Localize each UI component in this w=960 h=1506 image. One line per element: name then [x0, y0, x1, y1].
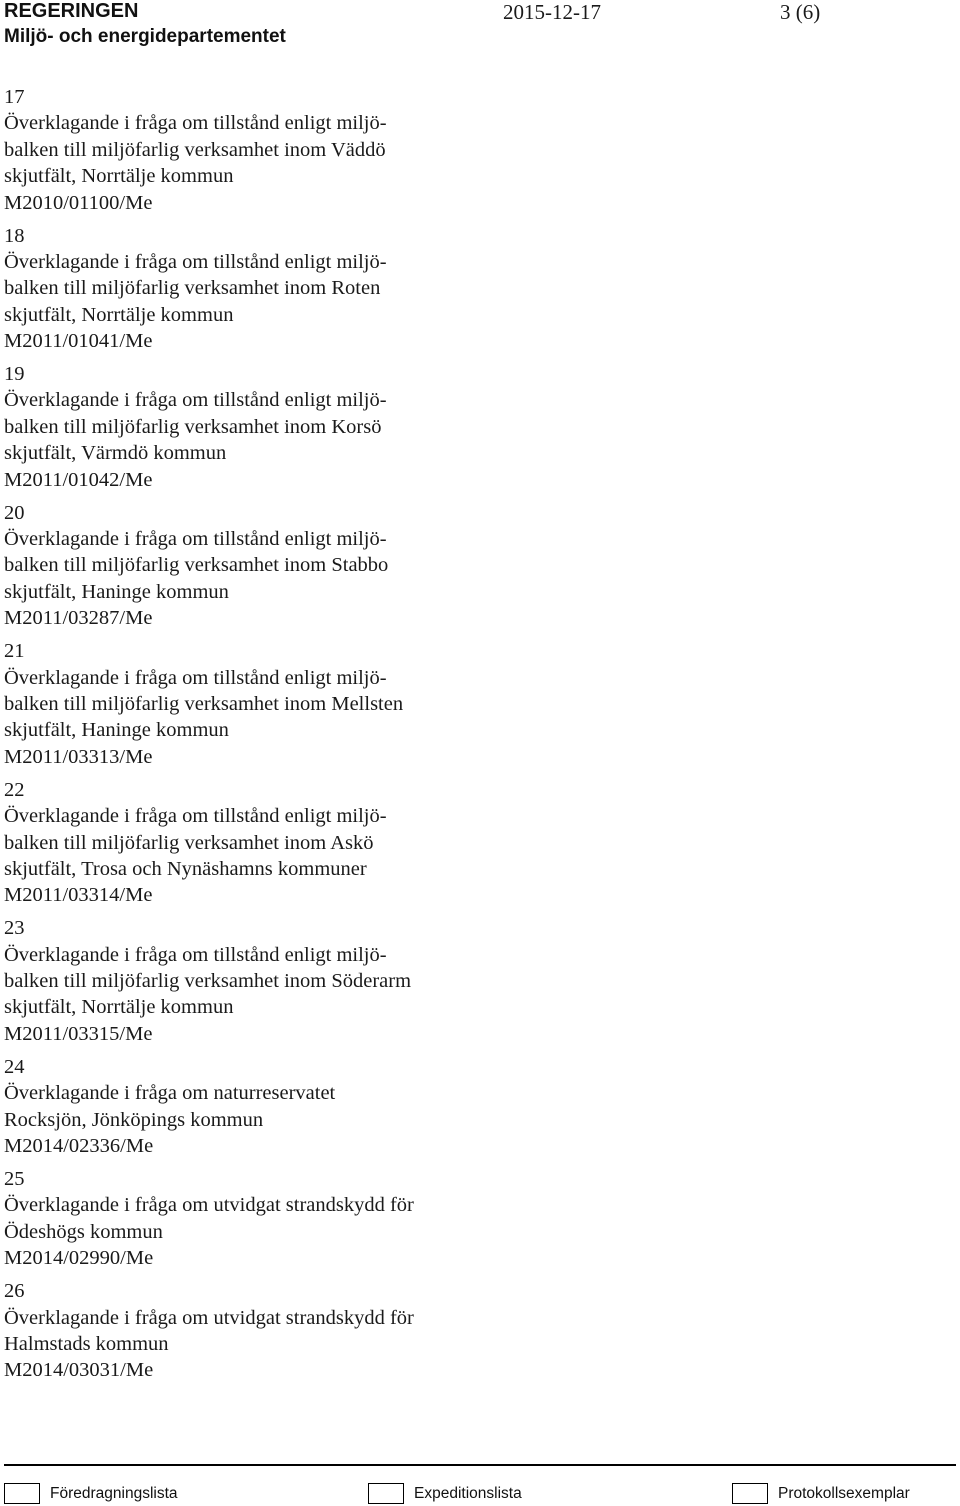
agenda-item-number: 23 — [4, 917, 25, 940]
agenda-item-text: M2011/03313/Me — [4, 745, 153, 768]
agenda-item-text: Överklagande i fråga om tillstånd enligt miljö- — [4, 250, 387, 273]
agenda-item-text: skjutfält, Trosa och Nynäshamns kommuner — [4, 857, 367, 880]
agenda-item-text: M2014/02990/Me — [4, 1247, 154, 1270]
agenda-item-number: 22 — [4, 778, 25, 801]
agenda-item — [4, 361, 904, 493]
agenda-item-text: Överklagande i fråga om utvidgat strandskydd för — [4, 1306, 414, 1329]
agenda-item-text: balken till miljöfarlig verksamhet inom Stabbo — [4, 554, 389, 577]
agenda-item-text: M2011/03315/Me — [4, 1022, 153, 1045]
agenda-item-text: skjutfält, Haninge kommun — [4, 580, 229, 603]
agenda-item — [4, 223, 904, 355]
agenda-item-text: Överklagande i fråga om tillstånd enligt miljö- — [4, 528, 387, 551]
footer-divider — [4, 1464, 956, 1466]
agenda-item-number: 25 — [4, 1167, 25, 1190]
agenda-item — [4, 915, 904, 1047]
agenda-item-text: M2014/03031/Me — [4, 1359, 154, 1382]
agenda-item-text: Överklagande i fråga om utvidgat strandskydd för — [4, 1194, 414, 1217]
agenda-item — [4, 1166, 904, 1272]
agenda-item — [4, 1278, 904, 1384]
agenda-item-text: balken till miljöfarlig verksamhet inom Söderarm — [4, 970, 412, 993]
agenda-item-text: Överklagande i fråga om tillstånd enligt miljö- — [4, 389, 387, 412]
checkbox-label: Föredragningslista — [50, 1484, 178, 1502]
agenda-item-text: skjutfält, Värmdö kommun — [4, 442, 227, 465]
agenda-item-text: M2011/01042/Me — [4, 468, 153, 491]
agenda-item-text: M2011/03314/Me — [4, 884, 153, 907]
checkbox-label: Expeditionslista — [414, 1484, 522, 1502]
agenda-item-number: 21 — [4, 640, 25, 663]
agenda-item-text: M2011/03287/Me — [4, 607, 153, 630]
agenda-item — [4, 638, 904, 770]
agenda-item-text: skjutfält, Norrtälje kommun — [4, 303, 234, 326]
agenda-item-text: skjutfält, Norrtälje kommun — [4, 996, 234, 1019]
checkbox-label: Protokollsexemplar — [778, 1484, 910, 1502]
header-organization-block — [4, 0, 286, 48]
agenda-item — [4, 500, 904, 632]
checkbox-square[interactable] — [732, 1483, 768, 1504]
agenda-item-text: M2011/01041/Me — [4, 330, 153, 353]
footer-checkbox-1[interactable] — [4, 1483, 178, 1504]
agenda-item-text: Överklagande i fråga om tillstånd enligt miljö- — [4, 666, 387, 689]
agenda-item-number: 18 — [4, 224, 25, 247]
agenda-item-text: Överklagande i fråga om naturreservatet — [4, 1082, 336, 1105]
agenda-item-number: 19 — [4, 363, 25, 386]
footer-checkbox-2[interactable] — [368, 1483, 522, 1504]
agenda-item-text: balken till miljöfarlig verksamhet inom Väddö — [4, 138, 386, 161]
footer-checkbox-3[interactable] — [732, 1483, 910, 1504]
agenda-item — [4, 84, 904, 216]
agenda-item-text: M2014/02336/Me — [4, 1135, 154, 1157]
footer-checkboxes — [4, 1481, 956, 1506]
agenda-item-text: M2010/01100/Me — [4, 191, 153, 214]
page-number: 3 (6) — [780, 0, 821, 24]
document-date: 2015-12-17 — [503, 0, 601, 24]
agenda-item-text: balken till miljöfarlig verksamhet inom Askö — [4, 831, 374, 854]
agenda-item-number: 17 — [4, 86, 25, 108]
agenda-item-number: 20 — [4, 501, 25, 524]
checkbox-square[interactable] — [368, 1483, 404, 1504]
agenda-item-number: 26 — [4, 1280, 25, 1303]
agenda-items — [4, 84, 904, 1390]
agenda-item-text: balken till miljöfarlig verksamhet inom Korsö — [4, 415, 382, 438]
agenda-item-text: balken till miljöfarlig verksamhet inom Mellsten — [4, 692, 404, 715]
agenda-item-text: Överklagande i fråga om tillstånd enligt miljö- — [4, 943, 387, 966]
agenda-item-text: Halmstads kommun — [4, 1332, 169, 1355]
agenda-item-text: Överklagande i fråga om tillstånd enligt miljö- — [4, 112, 387, 135]
agenda-item-number: 24 — [4, 1055, 25, 1078]
agenda-item-text: skjutfält, Haninge kommun — [4, 719, 229, 742]
organization-name: REGERINGEN — [4, 0, 139, 22]
checkbox-square[interactable] — [4, 1483, 40, 1504]
agenda-item-text: Överklagande i fråga om tillstånd enligt miljö- — [4, 805, 387, 828]
agenda-item-text: balken till miljöfarlig verksamhet inom Roten — [4, 277, 381, 300]
agenda-item-text: skjutfält, Norrtälje kommun — [4, 165, 234, 188]
agenda-item — [4, 777, 904, 909]
agenda-item-text: Rocksjön, Jönköpings kommun — [4, 1108, 264, 1131]
agenda-item — [4, 1054, 904, 1160]
agenda-item-text: Ödeshögs kommun — [4, 1220, 163, 1243]
department-name: Miljö- och energidepartementet — [4, 26, 286, 47]
